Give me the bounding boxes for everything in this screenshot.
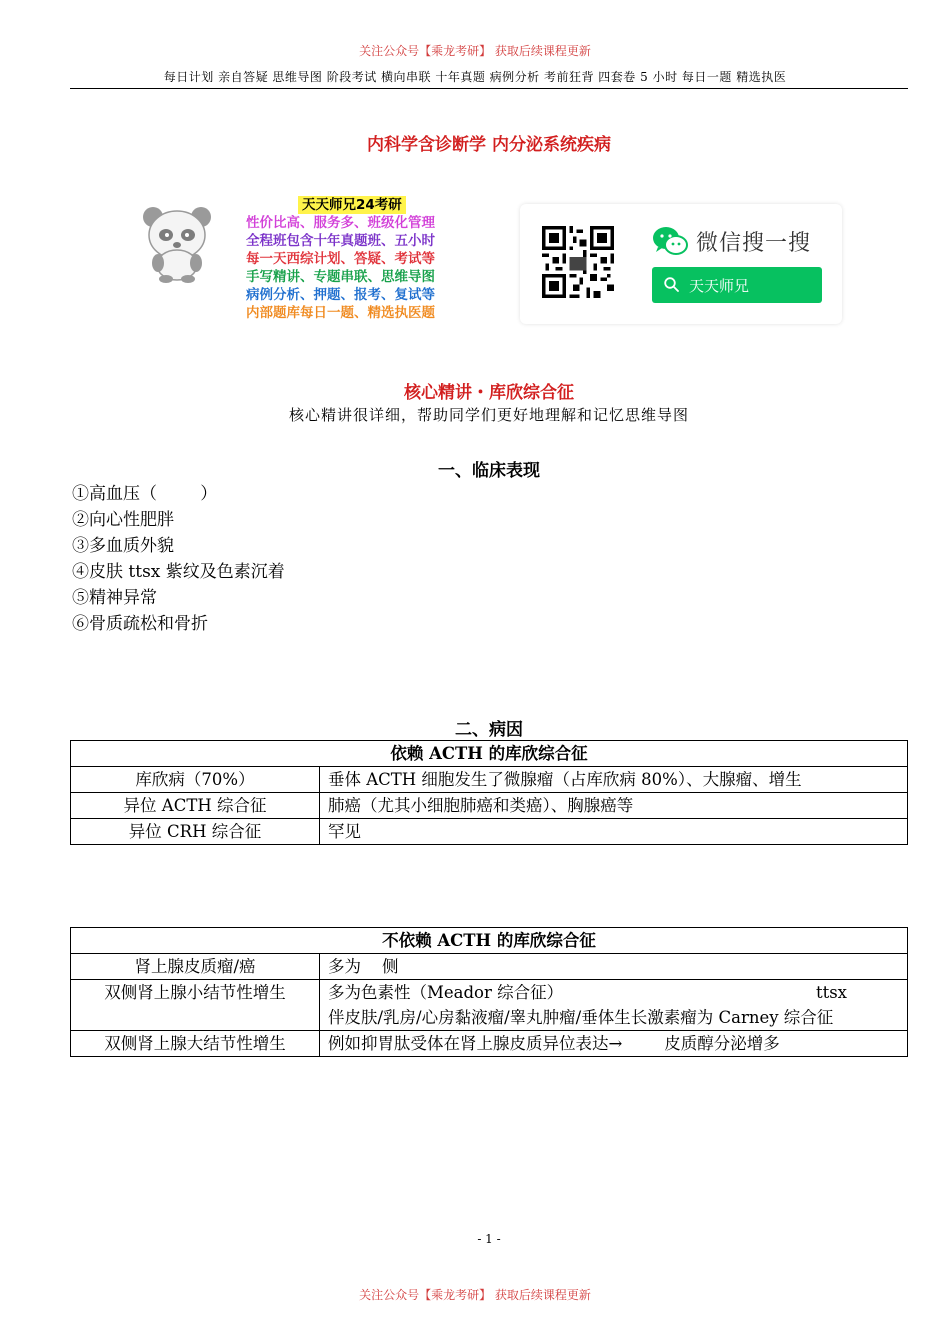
promo-line: 手写精讲、专题串联、思维导图 <box>246 269 435 285</box>
table-header-row <box>71 741 908 767</box>
list-item: ③多血质外貌 <box>72 536 174 556</box>
cause-desc <box>320 1031 908 1057</box>
acth-dependent-table <box>70 740 908 845</box>
promo-line: 全程班包含十年真题班、五小时 <box>246 233 435 249</box>
cause-desc <box>320 980 908 1031</box>
promo-text-block <box>246 196 466 322</box>
document-title: 内科学含诊断学 内分泌系统疾病 <box>367 135 611 155</box>
wechat-search-card <box>520 204 842 324</box>
list-item: ⑤精神异常 <box>72 588 157 608</box>
table-row <box>71 980 908 1031</box>
promo-line <box>246 196 466 214</box>
wechat-logo-icon <box>652 226 688 256</box>
section-subtitle: 核心精讲很详细，帮助同学们更好地理解和记忆思维导图 <box>288 406 689 424</box>
cause-desc: 垂体 ACTH 细胞发生了微腺瘤（占库欣病 80%）、大腺瘤、增生 <box>320 767 908 793</box>
wechat-search-query: 天天师兄 <box>689 277 750 295</box>
bottom-notice: 关注公众号【乘龙考研】 获取后续课程更新 <box>359 1288 591 1302</box>
table-row <box>71 954 908 980</box>
cause-desc-note: ttsx <box>815 983 847 1002</box>
table-row <box>71 767 908 793</box>
cause-desc: 肺癌（尤其小细胞肺癌和类癌）、胸腺癌等 <box>320 793 908 819</box>
cause-name: 库欣病（70%） <box>71 767 320 793</box>
table-row <box>71 793 908 819</box>
list-item: ①高血压（ ） <box>72 484 218 504</box>
panda-mascot-icon <box>136 205 218 283</box>
acth-independent-table <box>70 927 908 1057</box>
wechat-search-bar[interactable] <box>652 267 822 303</box>
cause-desc-text: 多为 侧 <box>328 957 399 976</box>
promo-line: 每一天西综计划、答疑、考试等 <box>246 251 435 267</box>
promo-line: 性价比高、服务多、班级化管理 <box>246 215 435 231</box>
list-item: ②向心性肥胖 <box>72 510 174 530</box>
cause-desc-text: 例如抑胃肽受体在肾上腺皮质异位表达→ 皮质醇分泌增多 <box>328 1034 780 1053</box>
table-header-row <box>71 928 908 954</box>
cause-name: 肾上腺皮质瘤/癌 <box>71 954 320 980</box>
clinical-heading: 一、临床表现 <box>438 461 540 481</box>
table-row <box>71 1031 908 1057</box>
table-title: 不依赖 ACTH 的库欣综合征 <box>71 928 908 954</box>
promo-line: 病例分析、押题、报考、复试等 <box>246 287 435 303</box>
header-services: 每日计划 亲自答疑 思维导图 阶段考试 横向串联 十年真题 病例分析 考前狂背 四套卷 5 小时 每日一题 精选执医 <box>163 70 787 84</box>
page-number: - 1 - <box>477 1232 501 1246</box>
promo-line: 内部题库每日一题、精选执医题 <box>246 305 435 321</box>
cause-name: 双侧肾上腺大结节性增生 <box>71 1031 320 1057</box>
header-divider <box>70 88 908 89</box>
qr-code-icon <box>542 226 614 298</box>
top-notice: 关注公众号【乘龙考研】 获取后续课程更新 <box>359 44 591 58</box>
cause-desc-line <box>328 980 899 1005</box>
cause-desc-text: 多为色素性（Meador 综合征） <box>328 983 564 1002</box>
table-title: 依赖 ACTH 的库欣综合征 <box>71 741 908 767</box>
list-item: ⑥骨质疏松和骨折 <box>72 614 208 634</box>
etiology-heading: 二、病因 <box>455 720 523 740</box>
cause-name: 异位 ACTH 综合征 <box>71 793 320 819</box>
cause-desc-line: 伴皮肤/乳房/心房黏液瘤/睾丸肿瘤/垂体生长激素瘤为 Carney 综合征 <box>328 1008 834 1027</box>
wechat-search-title: 微信搜一搜 <box>696 231 812 256</box>
cause-name: 双侧肾上腺小结节性增生 <box>71 980 320 1031</box>
cause-desc: 罕见 <box>320 819 908 845</box>
list-item: ④皮肤 ttsx 紫纹及色素沉着 <box>72 562 285 582</box>
symptom-list <box>72 481 285 637</box>
table-row <box>71 819 908 845</box>
cause-name: 异位 CRH 综合征 <box>71 819 320 845</box>
search-icon <box>664 277 679 292</box>
section-title: 核心精讲・库欣综合征 <box>404 383 574 403</box>
promo-headline: 天天师兄24考研 <box>298 196 406 214</box>
cause-desc <box>320 954 908 980</box>
